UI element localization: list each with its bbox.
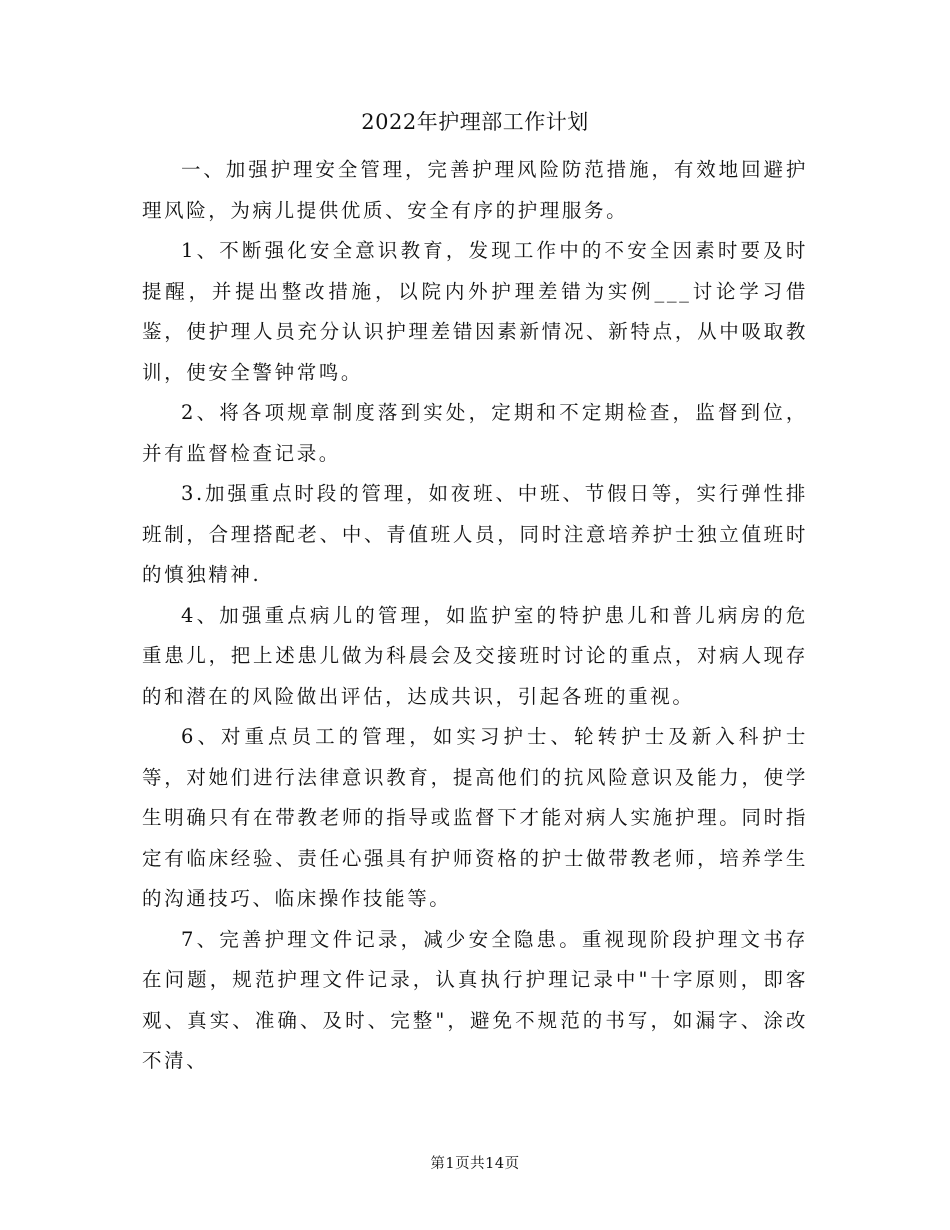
paragraph-item-6: 6、对重点员工的管理，如实习护士、轮转护士及新入科护士等，对她们进行法律意识教育，提高他们的抗风险意识及能力，使学生明确只有在带教老师的指导或监督下才能对病人实施护理。同时指定有临床经验、责任心强具有护师资格的护士做带教老师，培养学生的沟通技巧、临床操作技能等。 — [142, 725, 808, 910]
paragraph-section-one: 一、加强护理安全管理，完善护理风险防范措施，有效地回避护理风险，为病儿提供优质、安全有序的护理服务。 — [142, 158, 808, 222]
paragraph-item-3: 3.加强重点时段的管理，如夜班、中班、节假日等，实行弹性排班制，合理搭配老、中、青值班人员，同时注意培养护士独立值班时的慎独精神. — [142, 482, 808, 586]
page-number-footer: 第1页共14页 — [430, 1156, 520, 1172]
paragraph-item-1: 1、不断强化安全意识教育，发现工作中的不安全因素时要及时提醒，并提出整改措施，以院内外护理差错为实例___讨论学习借鉴，使护理人员充分认识护理差错因素新情况、新特点，从中吸取教训，使安全警钟常鸣。 — [142, 239, 808, 384]
paragraph-item-4: 4、加强重点病儿的管理，如监护室的特护患儿和普儿病房的危重患儿，把上述患儿做为科晨会及交接班时讨论的重点，对病人现存的和潜在的风险做出评估，达成共识，引起各班的重视。 — [142, 603, 808, 708]
paragraph-item-2: 2、将各项规章制度落到实处，定期和不定期检查，监督到位，并有监督检查记录。 — [142, 401, 808, 465]
document-title: 2022年护理部工作计划 — [361, 110, 589, 134]
paragraph-item-7: 7、完善护理文件记录，减少安全隐患。重视现阶段护理文书存在问题，规范护理文件记录，认真执行护理记录中"十字原则，即客观、真实、准确、及时、完整"，避免不规范的书写，如漏字、涂改不清、 — [142, 927, 808, 1072]
document-body — [142, 150, 808, 1082]
